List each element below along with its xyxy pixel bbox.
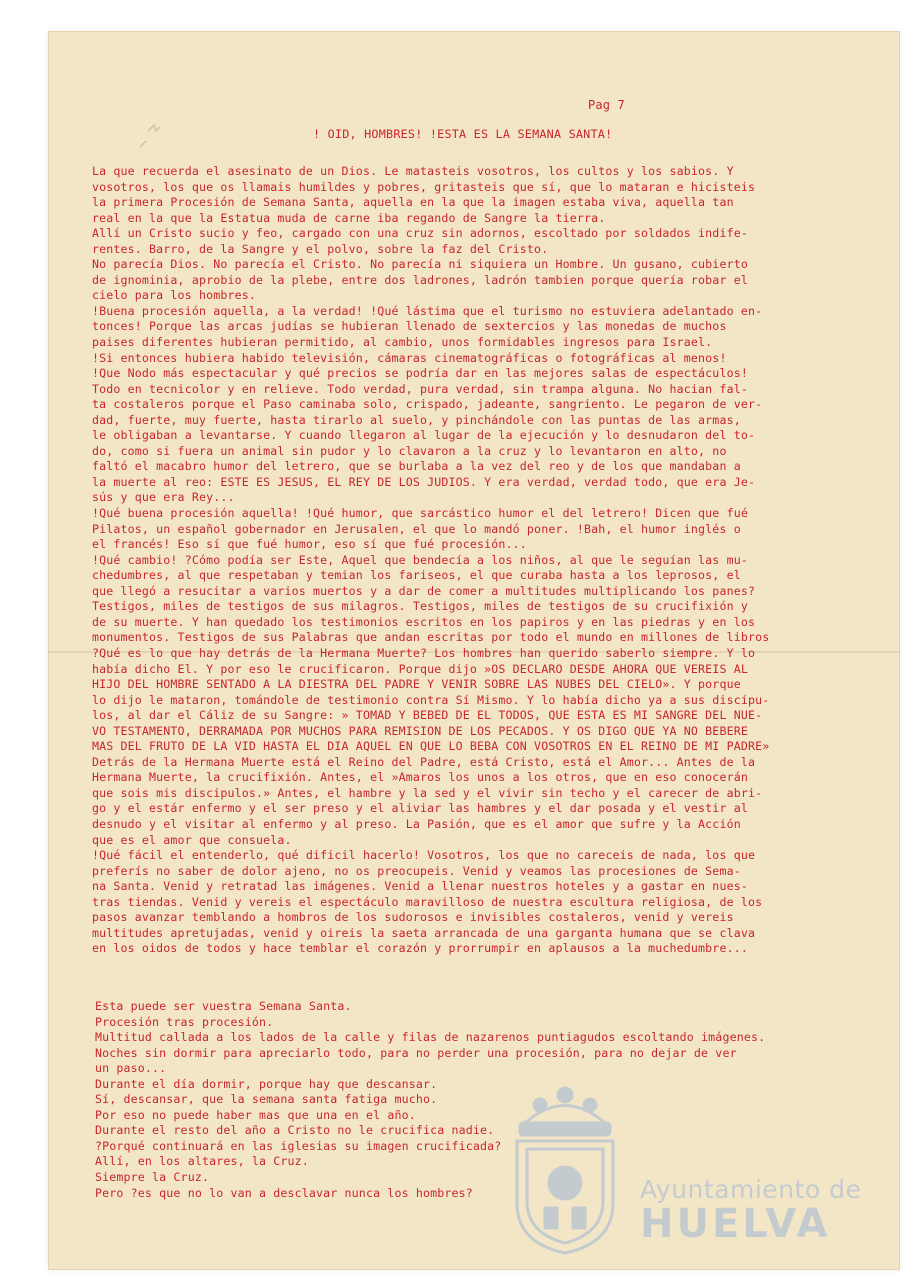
watermark xyxy=(505,1083,862,1258)
body-line: Pilatos, un español gobernador en Jerusalen, el que lo mandó poner. !Bah, el humor inglés o xyxy=(92,521,741,536)
verse-line: Procesión tras procesión. xyxy=(95,1014,274,1029)
body-line: que llegó a resucitar a varios muertos y a dar de comer a multitudes multiplicando los panes? xyxy=(92,583,756,598)
body-line: Detrás de la Hermana Muerte está el Reino del Padre, está Cristo, está el Amor... Antes de la xyxy=(92,754,756,769)
body-line: Todo en tecnicolor y en relieve. Todo verdad, pura verdad, sin trampa alguna. No hacian fal- xyxy=(92,381,748,396)
document-title: ! OID, HOMBRES! !ESTA ES LA SEMANA SANTA! xyxy=(313,127,613,141)
body-line: Allí un Cristo sucio y feo, cargado con una cruz sin adornos, escoltado por soldados indife- xyxy=(92,226,748,241)
body-line: paises diferentes hubieran permitido, al cambio, unos formidables ingresos para Israel. xyxy=(92,335,713,350)
body-line: lo dijo le mataron, tomándole de testimonio contra Sí Mismo. Y lo había dicho ya a sus discípu- xyxy=(92,692,770,707)
body-line: !Qué cambio! ?Cómo podía ser Este, Aquel que bendecía a los niños, al que le seguían las mu- xyxy=(92,552,748,567)
body-line: na Santa. Venid y retratad las imágenes. Venid a llenar nuestros hoteles y a gastar en nues- xyxy=(92,879,748,894)
body-line: !Qué buena procesión aquella! !Qué humor, que sarcástico humor el del letrero! Dicen que fué xyxy=(92,506,748,521)
body-line: ta costaleros porque el Paso caminaba solo, crispado, jadeante, sangriento. Le pegaron de ver- xyxy=(92,397,763,412)
crest-icon xyxy=(505,1083,625,1258)
body-line: real en la que la Estatua muda de carne iba regando de Sangre la tierra. xyxy=(92,210,606,225)
body-line: de su muerte. Y han quedado los testimonios escritos en los papiros y en las piedras y en los xyxy=(92,614,756,629)
body-line: vosotros, los que os llamais humildes y pobres, gritasteis que sí, que lo mataran e hicisteis xyxy=(92,179,756,194)
body-line: HIJO DEL HOMBRE SENTADO A LA DIESTRA DEL PADRE Y VENIR SOBRE LAS NUBES DEL CIELO». Y porque xyxy=(92,677,741,692)
body-line: que sois mis discipulos.» Antes, el hambre y la sed y el vivir sin techo y el carecer de abri- xyxy=(92,785,763,800)
paper-tear-mark xyxy=(136,117,176,157)
body-line: desnudo y el visitar al enfermo y al preso. La Pasión, que es el amor que sufre y la Acción xyxy=(92,816,741,831)
body-line: pasos avanzar temblando a hombros de los sudorosos e invisibles costaleros, venid y vereis xyxy=(92,910,734,925)
body-line: MAS DEL FRUTO DE LA VID HASTA EL DIA AQUEL EN QUE LO BEBA CON VOSOTROS EN EL REINO DE MI PADRE» xyxy=(92,739,770,754)
watermark-line2: HUELVA xyxy=(640,1201,831,1247)
verse-line: Esta puede ser vuestra Semana Santa. xyxy=(95,999,352,1013)
body-line: VO TESTAMENTO, DERRAMADA POR MUCHOS PARA REMISION DE LOS PECADOS. Y OS DIGO QUE YA NO BEBERE xyxy=(92,723,748,738)
body-line: le obligaban a levantarse. Y cuando llegaron al lugar de la ejecución y lo desnudaron del to- xyxy=(92,428,756,443)
body-line: sús y que era Rey... xyxy=(92,490,235,505)
body-line: ?Qué es lo que hay detrás de la Hermana Muerte? Los hombres han querido saberlo siempre. Y lo xyxy=(92,645,756,660)
verse-line: Noches sin dormir para apreciarlo todo, para no perder una procesión, para no dejar de ver xyxy=(95,1045,737,1060)
body-line: preferís no saber de dolor ajeno, no os preocupeis. Venid y veamos las procesiones de Sema- xyxy=(92,863,741,878)
body-line: faltó el macabro humor del letrero, que se burlaba a la vez del reo y de los que mandaban a xyxy=(92,459,741,474)
body-line: tonces! Porque las arcas judías se hubieran llenado de sextercios y las monedas de muchos xyxy=(92,319,727,334)
page-number: Pag 7 xyxy=(588,98,625,112)
watermark-line1: Ayuntamiento de xyxy=(640,1175,862,1204)
body-line: !Buena procesión aquella, a la verdad! !Qué lástima que el turismo no estuviera adelantado en- xyxy=(92,303,763,318)
body-line: No parecía Dios. No parecía el Cristo. No parecía ni siquiera un Hombre. Un gusano, cubierto xyxy=(92,257,748,272)
body-line: !Qué fácil el entenderlo, qué dificil hacerlo! Vosotros, los que no careceis de nada, los que xyxy=(92,848,756,863)
verse-line: ?Porqué continuará en las iglesias su imagen crucificada? xyxy=(95,1138,502,1153)
body-line: go y el estár enfermo y el ser preso y el aliviar las hambres y el dar posada y el vestir al xyxy=(92,801,748,816)
verse-line: Sí, descansar, que la semana santa fatiga mucho. xyxy=(95,1092,438,1107)
body-line: Testigos, miles de testigos de sus milagros. Testigos, miles de testigos de su crucifixión y xyxy=(92,599,748,614)
body-line: Hermana Muerte, la crucifixión. Antes, el »Amaros los unos a los otros, que en eso conocerán xyxy=(92,770,748,785)
body-line: que es el amor que consuela. xyxy=(92,832,292,847)
body-line: do, como si fuera un animal sin pudor y lo clavaron a la cruz y lo levantaron en alto, no xyxy=(92,443,727,458)
verse-line: un paso... xyxy=(95,1061,167,1076)
body-line: cielo para los hombres. xyxy=(92,288,256,303)
body-line: multitudes apretujadas, venid y oireis la saeta arrancada de una garganta humana que se clava xyxy=(92,925,756,940)
verse-line: Por eso no puede haber mas que una en el año. xyxy=(95,1107,416,1122)
body-line: de ignominia, aprobio de la plebe, entre dos ladrones, ladrón tambien porque quería robar el xyxy=(92,272,748,287)
verse-line: Multitud callada a los lados de la calle y filas de nazarenos puntiagudos escoltando imágenes. xyxy=(95,1030,766,1045)
body-line: la primera Procesión de Semana Santa, aquella en la que la imagen estaba viva, aquella tan xyxy=(92,195,734,210)
body-line: en los oidos de todos y hace temblar el corazón y prorrumpir en aplausos a la muchedumbre... xyxy=(92,941,748,956)
verse-line: Siempre la Cruz. xyxy=(95,1170,210,1185)
body-line: monumentos. Testigos de sus Palabras que andan escritas por todo el mundo en millones de libros xyxy=(92,630,770,645)
body-line: La que recuerda el asesinato de un Dios. Le matasteis vosotros, los cultos y los sabios. Y xyxy=(92,164,734,178)
body-line: chedumbres, al que respetaban y temian los fariseos, el que curaba hasta a los leprosos, el xyxy=(92,568,741,583)
body-line: el francés! Eso sí que fué humor, eso sí que fué procesión... xyxy=(92,537,527,552)
body-line: los, al dar el Cáliz de su Sangre: » TOMAD Y BEBED DE EL TODOS, QUE ESTA ES MI SANGRE DEL NUE- xyxy=(92,708,763,723)
body-line: había dicho El. Y por eso le crucificaron. Porque dijo »OS DECLARO DESDE AHORA QUE VEREIS AL xyxy=(92,661,748,676)
verse-line: Allí, en los altares, la Cruz. xyxy=(95,1154,309,1169)
verse-line: Durante el resto del año a Cristo no le crucifica nadie. xyxy=(95,1123,495,1138)
body-line: la muerte al reo: ESTE ES JESUS, EL REY DE LOS JUDIOS. Y era verdad, verdad todo, que era Je- xyxy=(92,474,756,489)
body-line: !Si entonces hubiera habido televisión, cámaras cinematográficas o fotográficas al menos! xyxy=(92,350,727,365)
body-text xyxy=(92,164,769,957)
body-line: tras tiendas. Venid y vereis el espectáculo maravilloso de nuestra escultura religiosa, de los xyxy=(92,894,763,909)
verse-line: Durante el día dormir, porque hay que descansar. xyxy=(95,1076,438,1091)
body-line: dad, fuerte, muy fuerte, hasta tirarlo al suelo, y pinchándole con las puntas de las armas, xyxy=(92,412,741,427)
verse-line: Pero ?es que no lo van a desclavar nunca los hombres? xyxy=(95,1185,473,1200)
body-line: !Que Nodo más espectacular y qué precios se podría dar en las mejores salas de espectáculos! xyxy=(92,366,748,381)
body-line: rentes. Barro, de la Sangre y el polvo, sobre la faz del Cristo. xyxy=(92,241,549,256)
